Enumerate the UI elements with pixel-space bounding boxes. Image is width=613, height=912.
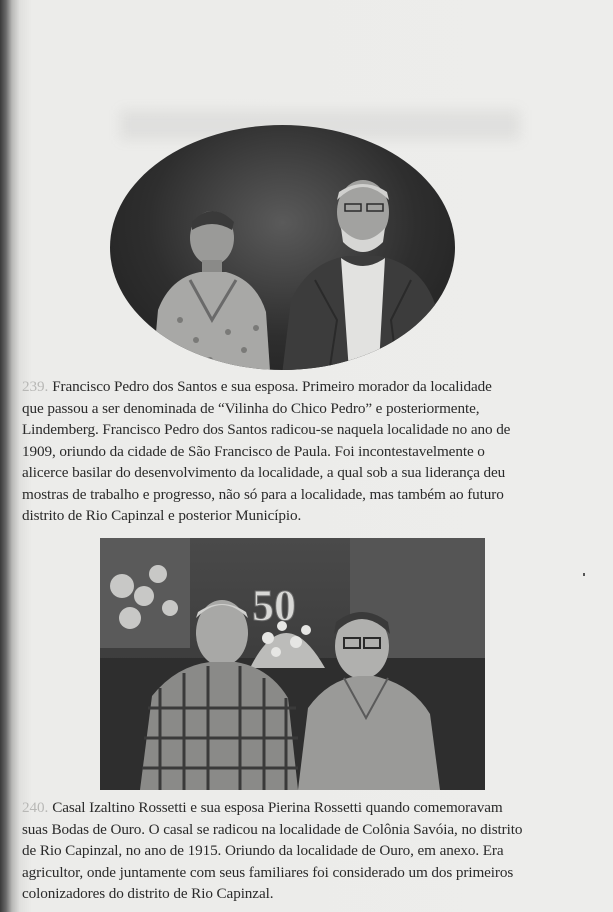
oval-photo-francisco-couple [110, 125, 455, 370]
man-figure [275, 170, 450, 370]
photo-scene [100, 538, 485, 790]
caption-line: alicerce basilar do desenvolvimento da localidade, a qual sob a sua liderança deu [22, 464, 506, 481]
caption-line: mostras de trabalho e progresso, não só para a localidade, mas também ao futuro [22, 485, 504, 503]
anniversary-number: 50 [252, 581, 296, 630]
caption-line: colonizadores do distrito de Rio Capinzal. [22, 885, 274, 902]
caption-line: 239. Francisco Pedro dos Santos e sua esposa. Primeiro morador da localidade [22, 378, 492, 395]
caption-line: distrito de Rio Capinzal e posterior Município. [22, 507, 302, 524]
caption-photo-240 [22, 797, 562, 905]
woman-figure [140, 200, 280, 370]
caption-photo-239 [22, 376, 562, 527]
caption-line: suas Bodas de Ouro. O casal se radicou na localidade de Colônia Savóia, no distrito [22, 820, 523, 838]
caption-line: agricultor, onde juntamente com seus familiares foi considerado um dos primeiros [22, 863, 514, 881]
caption-line: Lindemberg. Francisco Pedro dos Santos radicou-se naquela localidade no ano de [22, 421, 511, 438]
margin-mark [583, 573, 585, 576]
caption-number: 239. [22, 378, 49, 395]
rect-photo-rossetti-couple [100, 538, 485, 790]
caption-line: 1909, oriundo da cidade de São Francisco de Paula. Foi incontestavelmente o [22, 442, 485, 460]
caption-number: 240. [22, 799, 49, 816]
caption-line: que passou a ser denominada de “Vilinha do Chico Pedro” e posteriormente, [22, 399, 480, 417]
cake-decoration [250, 581, 325, 668]
caption-line: de Rio Capinzal, no ano de 1915. Oriundo da localidade de Ouro, em anexo. Era [22, 842, 504, 859]
caption-line: 240. Casal Izaltino Rossetti e sua esposa Pierina Rossetti quando comemoravam [22, 799, 503, 816]
